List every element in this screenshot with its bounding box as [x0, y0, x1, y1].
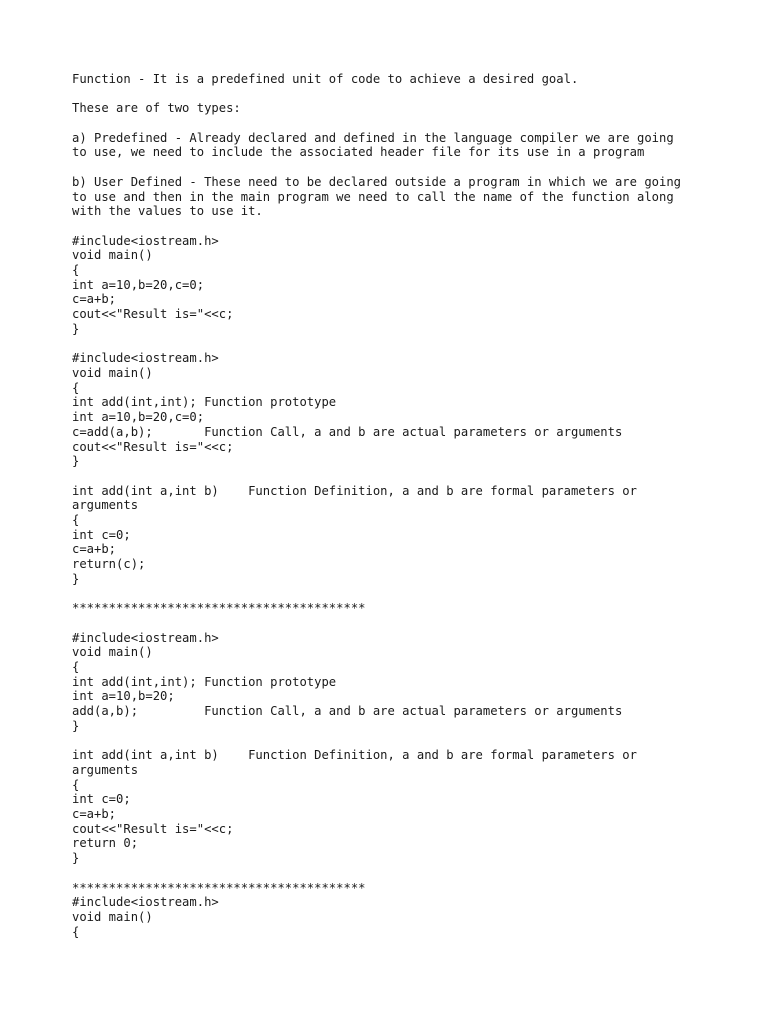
code-line: #include<iostream.h>: [72, 233, 219, 248]
code-line: [72, 866, 732, 881]
code-line: #include<iostream.h>: [72, 630, 219, 645]
code-line: c=a+b;: [72, 542, 117, 557]
code-line: cout<<"Result is="<<c;: [72, 821, 234, 836]
code-line: [72, 337, 732, 352]
code-line: int add(int,int); Function prototype: [72, 395, 337, 410]
code-line: cout<<"Result is="<<c;: [72, 307, 234, 322]
separator-line: ****************************************: [72, 880, 366, 895]
code-line: }: [72, 321, 80, 336]
code-line: c=a+b;: [72, 292, 117, 307]
code-line: c=add(a,b); Function Call, a and b are actual parameters or arguments: [72, 424, 623, 439]
doc-line: a) Predefined - Already declared and defined in the language compiler we are going: [72, 130, 674, 145]
code-line: #include<iostream.h>: [72, 895, 219, 910]
code-line: }: [72, 571, 80, 586]
code-line: arguments: [72, 762, 139, 777]
doc-line: to use, we need to include the associated header file for its use in a program: [72, 145, 645, 160]
code-line: {: [72, 513, 80, 527]
doc-line: [72, 87, 732, 102]
code-line: int add(int,int); Function prototype: [72, 674, 337, 689]
code-line: [72, 587, 732, 602]
code-line: {: [72, 660, 80, 674]
code-line: {: [72, 777, 80, 792]
doc-line: with the values to use it.: [72, 204, 263, 219]
code-line: [72, 616, 732, 631]
code-line: {: [72, 263, 80, 278]
code-line: }: [72, 454, 80, 469]
code-line: int a=10,b=20,c=0;: [72, 410, 205, 425]
separator-line: ****************************************: [72, 601, 366, 616]
code-line: }: [72, 851, 80, 866]
code-line: int add(int a,int b) Function Definition, a and b are formal parameters or: [72, 483, 637, 498]
code-line: void main(): [72, 365, 153, 380]
code-line: [72, 734, 732, 749]
doc-line: Function - It is a predefined unit of code to achieve a desired goal.: [72, 72, 579, 86]
code-line: int a=10,b=20,c=0;: [72, 277, 205, 292]
code-line: cout<<"Result is="<<c;: [72, 439, 234, 454]
doc-line: [72, 219, 732, 234]
code-line: }: [72, 718, 80, 733]
doc-line: [72, 116, 732, 131]
code-line: [72, 469, 732, 484]
code-line: void main(): [72, 909, 153, 924]
code-line: void main(): [72, 248, 153, 263]
code-line: void main(): [72, 645, 153, 660]
doc-line: to use and then in the main program we need to call the name of the function along: [72, 189, 674, 204]
code-line: #include<iostream.h>: [72, 351, 219, 366]
code-line: int c=0;: [72, 792, 131, 807]
code-line: {: [72, 380, 80, 395]
code-line: int add(int a,int b) Function Definition, a and b are formal parameters or: [72, 748, 637, 763]
code-line: c=a+b;: [72, 807, 117, 822]
code-line: int a=10,b=20;: [72, 689, 175, 704]
code-line: {: [72, 924, 80, 939]
code-line: int c=0;: [72, 527, 131, 542]
code-line: add(a,b); Function Call, a and b are actual parameters or arguments: [72, 704, 623, 719]
doc-line: b) User Defined - These need to be declared outside a program in which we are going: [72, 174, 682, 189]
code-line: return(c);: [72, 557, 146, 572]
doc-line: [72, 160, 732, 175]
code-line: return 0;: [72, 836, 139, 851]
code-line: arguments: [72, 498, 139, 513]
document-body: [72, 72, 732, 939]
doc-line: These are of two types:: [72, 101, 241, 116]
